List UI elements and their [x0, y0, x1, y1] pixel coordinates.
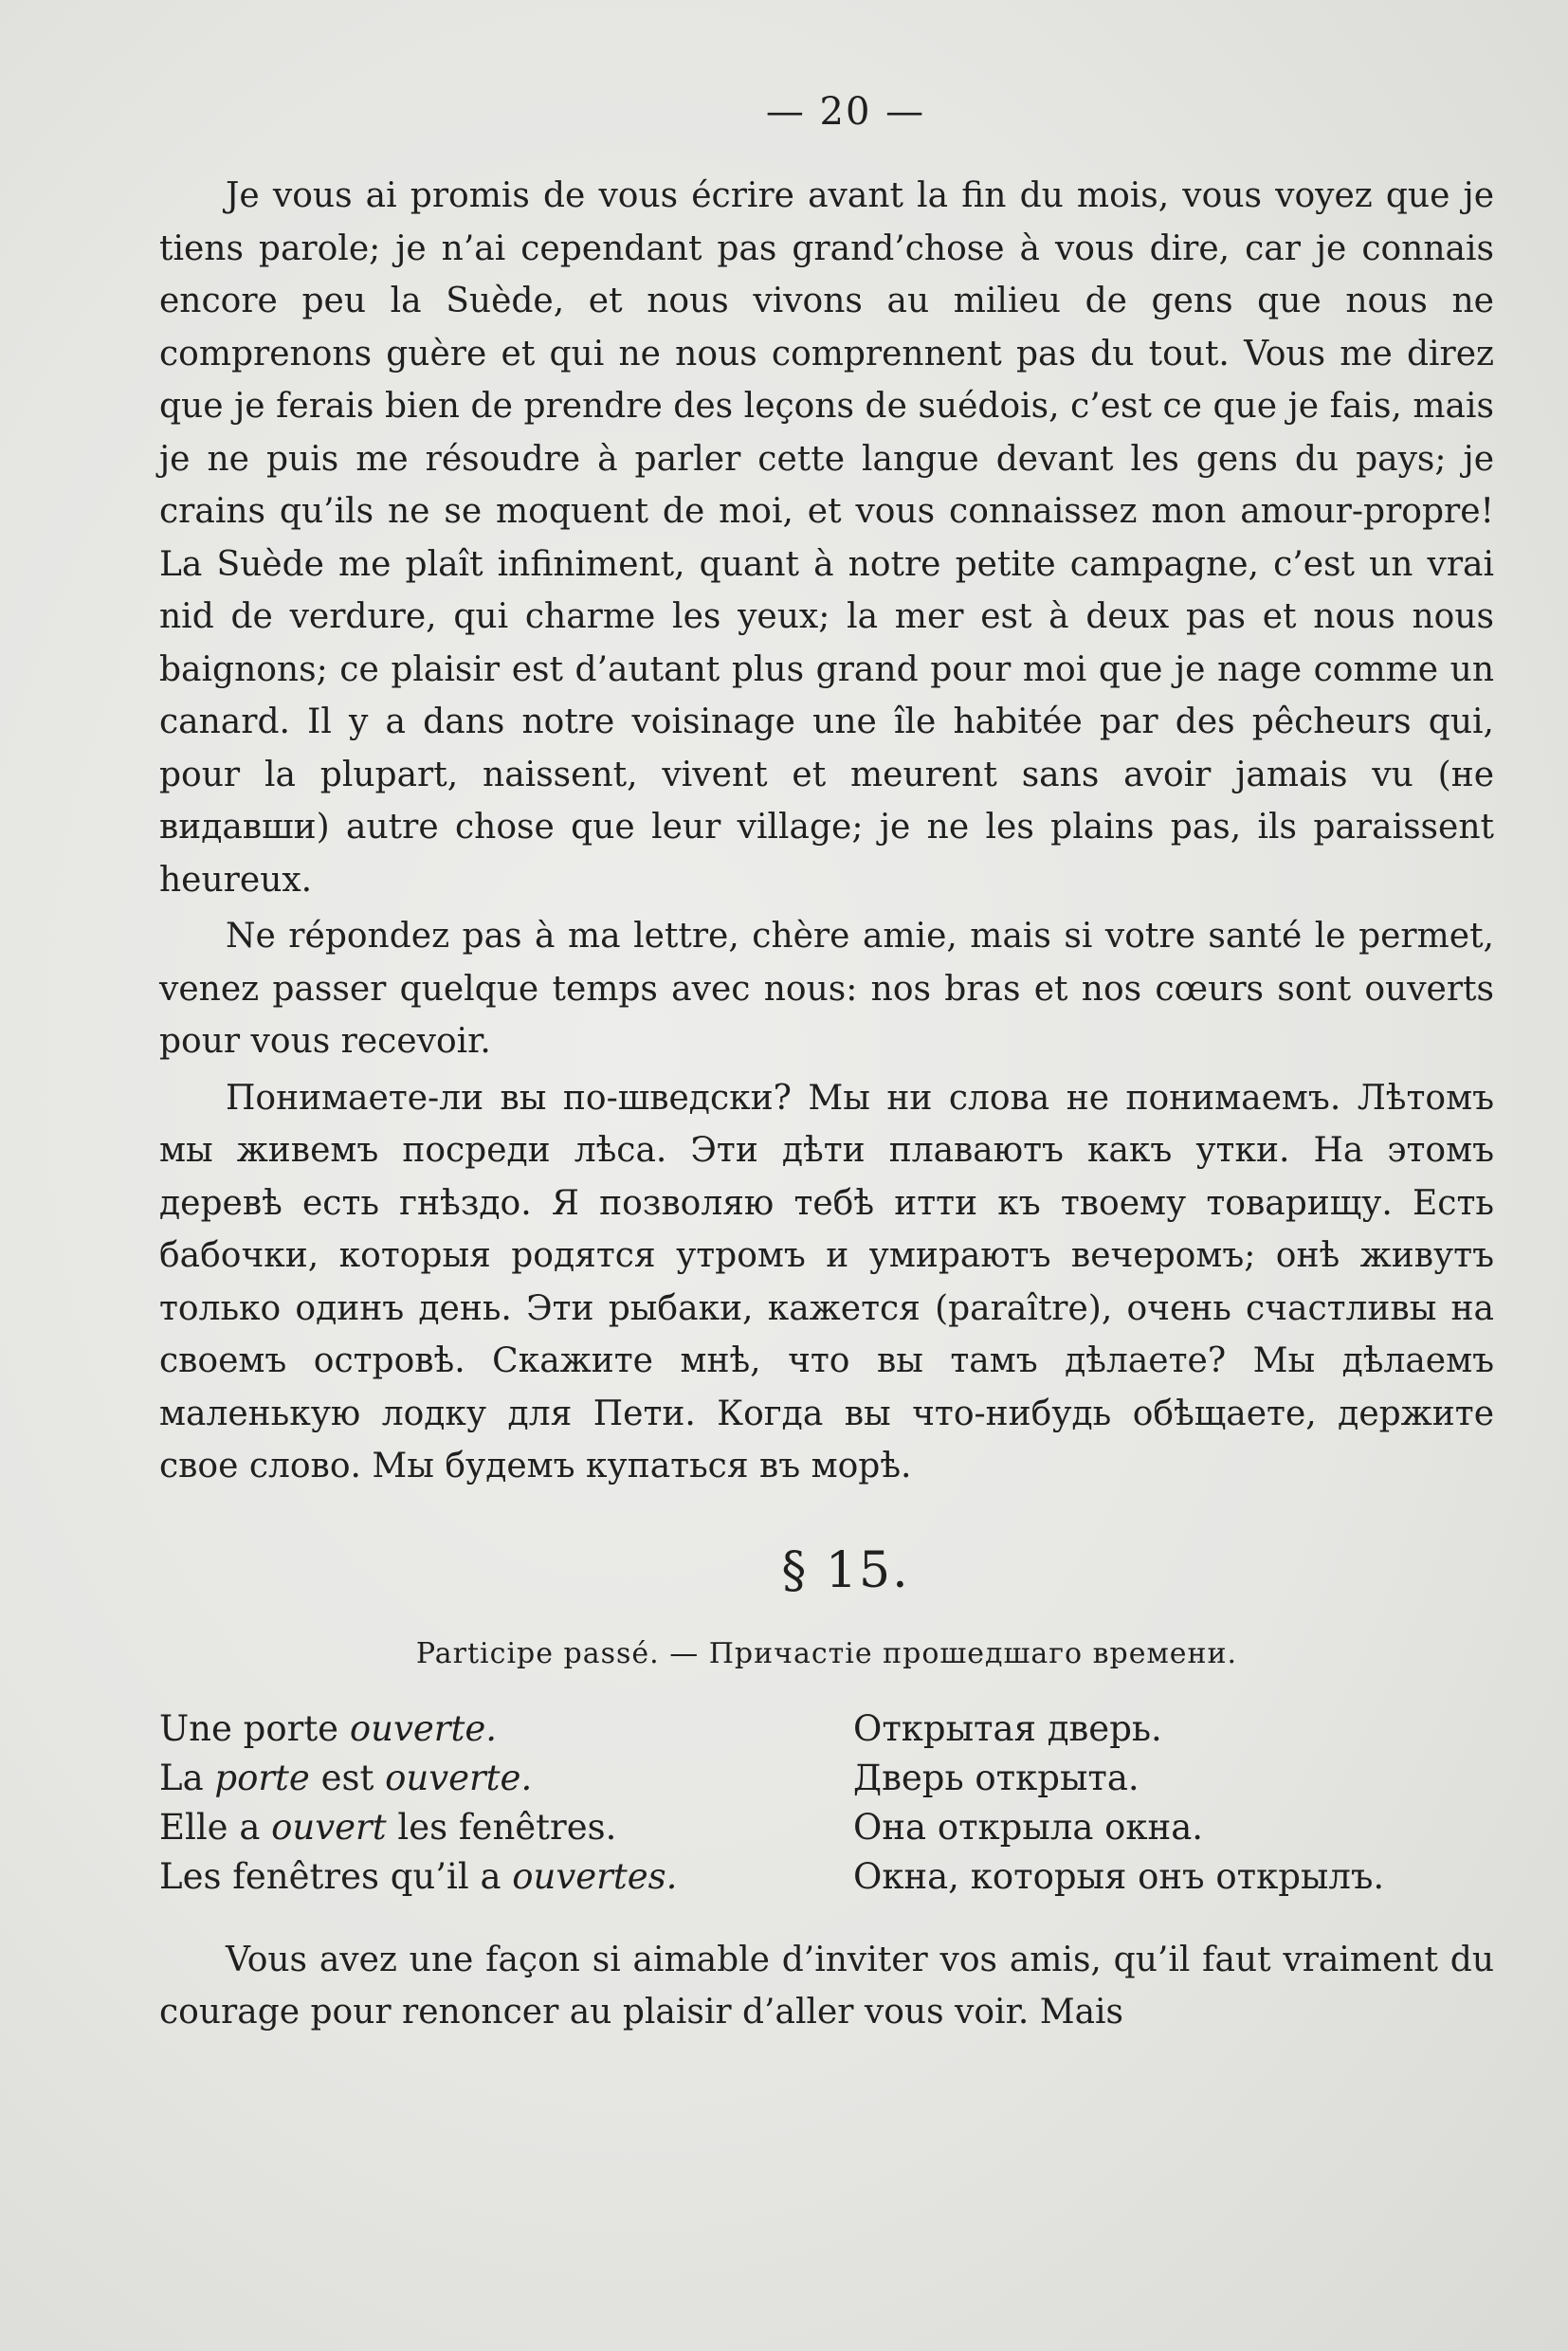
section-subtitle: Participe passé. — Причастіе прошедшаго времени.	[415, 1636, 1238, 1670]
page-number: — 20 —	[765, 90, 926, 134]
final-paragraph: Vous avez une façon si aimable d’inviter vos amis, qu’il faut vraiment du courage pour renoncer au plaisir d’aller vous voir. Mais	[159, 1940, 1494, 2032]
examples-table	[159, 1704, 1494, 1902]
example-fr-1: Une porte ouverte.	[159, 1707, 497, 1749]
french-paragraph-2: Ne répondez pas à ma lettre, chère amie, mais si votre santé le permet, venez passer quelque temps avec nous: nos bras et nos cœurs sont ouverts pour vous recevoir.	[159, 917, 1494, 1061]
example-ru-2: Дверь открыта.	[853, 1757, 1140, 1798]
french-paragraph-1: Je vous ai promis de vous écrire avant la fin du mois, vous voyez que je tiens parole; je n’ai cependant pas grand’chose à vous dire, car je connais encore peu la Suède, et nous vivons au milieu de gens que nous ne comprenons guère et qui ne nous comprennent pas du tout. Vous me direz que je ferais bien de prendre des leçons de suédois, c’est ce que je fais, mais je ne puis me résoudre à parler cette langue devant les gens du pays; je crains qu’ils ne se moquent de moi, et vous connaissez mon amour-propre! La Suède me plaît infiniment, quant à notre petite campagne, c’est un vrai nid de verdure, qui charme les yeux; la mer est à deux pas et nous nous baignons; ce plaisir est d’autant plus grand pour moi que je nage comme un canard. Il y a dans notre voisinage une île habitée par des pêcheurs qui, pour la plupart, naissent, vivent et meurent sans avoir jamais vu (не видавши) autre chose que leur village; je ne les plains pas, ils paraissent heureux.	[159, 176, 1494, 900]
section-heading: § 15.	[781, 1541, 910, 1599]
example-fr-4: Les fenêtres qu’il a ouvertes.	[159, 1855, 678, 1897]
example-ru-3: Она открыла окна.	[853, 1806, 1204, 1848]
example-fr-2: La porte est ouverte.	[159, 1757, 533, 1798]
russian-exercise-paragraph: Понимаете-ли вы по-шведски? Мы ни слова не понимаемъ. Лѣтомъ мы живемъ посреди лѣса. Эти дѣти плаваютъ какъ утки. На этомъ деревѣ есть гнѣздо. Я позволяю тебѣ итти къ твоему товарищу. Есть бабочки, которыя родятся утромъ и умираютъ вечеромъ; онѣ живутъ только одинъ день. Эти рыбаки, кажется (paraître), очень счастливы на своемъ островѣ. Скажите мнѣ, что вы тамъ дѣлаете? Мы дѣлаемъ маленькую лодку для Пети. Когда вы что-нибудь обѣщаете, держите свое слово. Мы будемъ купаться въ морѣ.	[159, 1078, 1494, 1485]
example-fr-3: Elle a ouvert les fenêtres.	[159, 1806, 617, 1848]
example-ru-1: Открытая дверь.	[853, 1707, 1162, 1749]
example-ru-4: Окна, которыя онъ открылъ.	[853, 1855, 1385, 1897]
